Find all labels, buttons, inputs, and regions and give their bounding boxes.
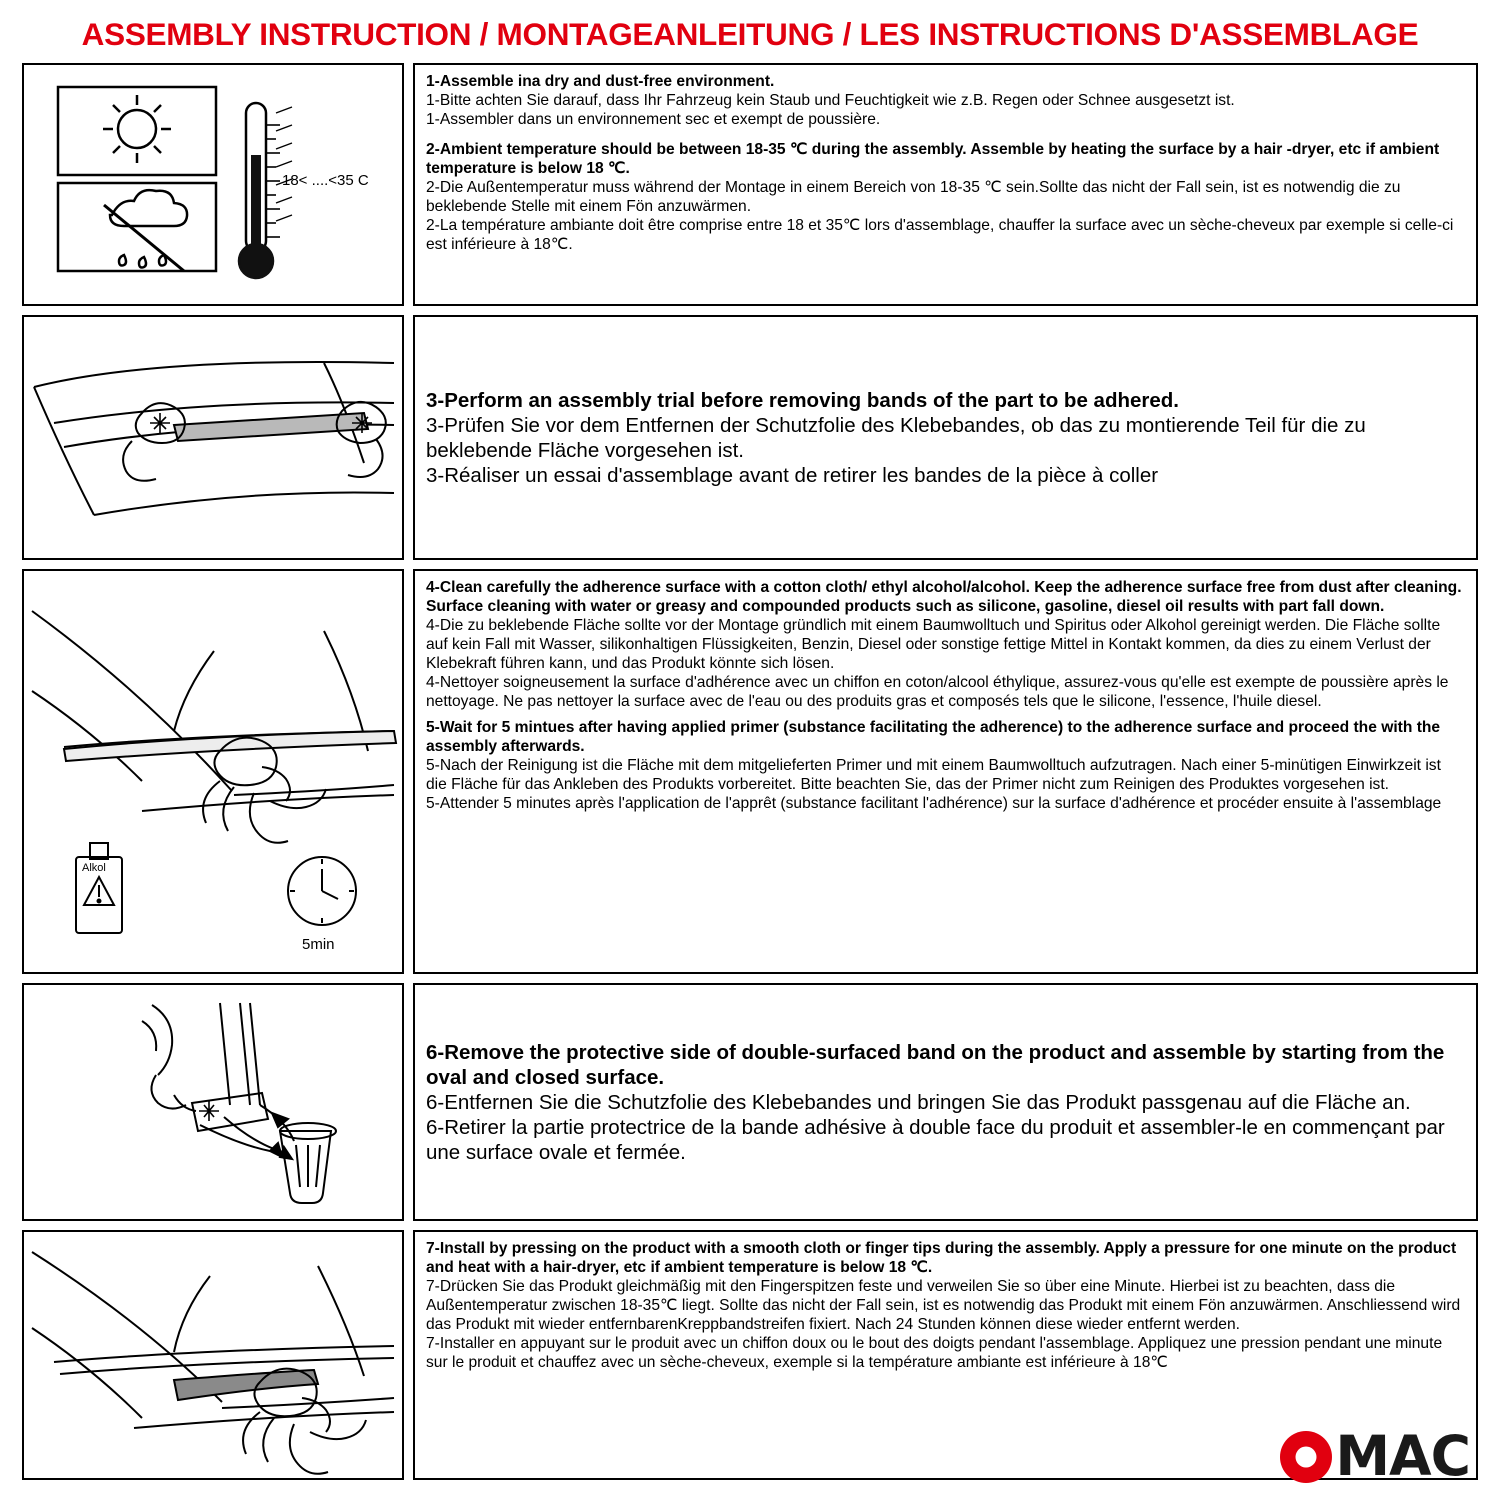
step-4-line-en: 4-Clean carefully the adherence surface with a cotton cloth/ ethyl alcohol/alcohol. Keep the adherence surface free from dust after cleaning. Surface cleaning with water or greasy and compounded products such as silicone, gasoline, diesel oil results with part fall down. [426,579,1462,616]
step-5-line-fr: 5-Attender 5 minutes après l'application de l'apprêt (substance facilitant l'adhérence) sur la surface d'adhérence et procéder ensuite à l'assemblage [426,795,1442,813]
step-2-line-de: 2-Die Außentemperatur muss während der Montage in einem Bereich von 18-35 ℃ sein.Sollte das nicht der Fall sein, ist es notwendig die zu beklebende Stelle mit einem Fön anzuwärmen. [426,179,1401,216]
step-3-line-de: 3-Prüfen Sie vor dem Entfernen der Schutzfolie des Klebebandes, ob das zu montierende Teil für die zu beklebende Fläche vorgesehen ist. [426,413,1366,462]
step-3-line-fr: 3-Réaliser un essai d'assemblage avant de retirer les bandes de la pièce à coller [426,463,1159,487]
illustration-assembly-trial [22,315,404,560]
step-7-line-en: 7-Install by pressing on the product with a smooth cloth or finger tips during the assembly. Apply a pressure for one minute on the product and heat with a hair-dryer, etc if ambient temperature is below 18 ℃. [426,1240,1457,1277]
step-4-line-fr: 4-Nettoyer soigneusement la surface d'adhérence avec un chiffon en coton/alcool éthylique, assurez-vous qu'elle est exempte de poussière après le nettoyage. Ne pas nettoyer la surface avec de l'eau ou des produits gras et composés tels que le silicone, l'essence, l'huile diesel. [426,674,1449,711]
step-row-2 [22,315,1478,560]
step-1-line-en: 1-Assemble ina dry and dust-free environment. [426,73,775,91]
illustration-remove-film [22,983,404,1221]
step-1-line-fr: 1-Assembler dans un environnement sec et exempt de poussière. [426,111,881,129]
step-1-2-text [413,63,1478,306]
svg-text:Alkol: Alkol [82,862,106,875]
step-1-line-de: 1-Bitte achten Sie darauf, dass Ihr Fahrzeug kein Staub und Feuchtigkeit wie z.B. Regen oder Schnee ausgesetzt ist. [426,92,1235,110]
illustration-press-product [22,1230,404,1480]
step-3-text [413,315,1478,560]
logo-o-mark [1280,1431,1332,1483]
svg-text:18< ....<35 C: 18< ....<35 C [282,172,369,190]
step-2-line-en: 2-Ambient temperature should be between 18-35 ℃ during the assembly. Assemble by heating the surface by a hair -dryer, etc if ambient temperature is below 18 ℃. [426,141,1440,178]
steps-list [22,63,1478,1480]
step-6-line-de: 6-Entfernen Sie die Schutzfolie des Klebebandes und bringen Sie das Produkt passgenau auf die Fläche an. [426,1090,1411,1114]
step-3-line-en: 3-Perform an assembly trial before removing bands of the part to be adhered. [426,388,1179,412]
omac-logo [1280,1424,1470,1488]
page-title: ASSEMBLY INSTRUCTION / MONTAGEANLEITUNG / LES INSTRUCTIONS D'ASSEMBLAGE [81,16,1419,52]
footer [22,1424,1478,1490]
illustration-clean-surface [22,569,404,974]
step-6-text [413,983,1478,1221]
step-5-line-en: 5-Wait for 5 mintues after having applied primer (substance facilitating the adherence) to the adherence surface and proceed the with the assembly afterwards. [426,719,1441,756]
step-row-5 [22,1230,1478,1480]
step-7-line-fr: 7-Installer en appuyant sur le produit avec un chiffon doux ou le bout des doigts pendant l'assemblage. Appliquez une pression pendant une minute sur le produit et chauffez avec un sèche-cheveux, exemple si la température ambiante est inférieure à 18℃ [426,1335,1443,1372]
step-row-4 [22,983,1478,1221]
step-2-line-fr: 2-La température ambiante doit être comprise entre 18 et 35℃ lors d'assemblage, chauffer la surface avec un sèche-cheveux par exemple si celle-ci est inférieure à 18℃. [426,217,1454,254]
logo-wordmark: MAC [1335,1424,1470,1488]
step-row-3 [22,569,1478,974]
step-4-5-text [413,569,1478,974]
step-5-line-de: 5-Nach der Reinigung ist die Fläche mit dem mitgelieferten Primer und mit einem Baumwolltuch aufzutragen. Nach einer 5-minütigen Einwirkzeit ist die Fläche für das Ankleben des Produkts vorbereitet. Bitte beachten Sie, das der Primer nicht zum Reinigen des Produktes vorgesehen ist. [426,757,1441,794]
step-6-line-en: 6-Remove the protective side of double-surfaced band on the product and assemble by starting from the oval and closed surface. [426,1040,1445,1089]
svg-text:5min: 5min [302,936,335,954]
step-row-1 [22,63,1478,306]
step-6-line-fr: 6-Retirer la partie protectrice de la bande adhésive à double face du produit et assembler-le en commençant par une surface ovale et fermée. [426,1115,1445,1164]
step-7-line-de: 7-Drücken Sie das Produkt gleichmäßig mit den Fingerspitzen feste und verweilen Sie so über eine Minute. Hierbei ist zu beachten, dass die Außentemperatur zwischen 18-35℃ liegt. Sollte das nicht der Fall sein, ist es notwendig das Produkt mit einem Fön anzuwärmen. Anschliessend wird das Produkt mit wieder entfernbarenKreppbandstreifen fixiert. Nach 24 Stunden können diese wieder entfernt werden. [426,1278,1461,1334]
illustration-sun-rain-thermometer [22,63,404,306]
step-4-line-de: 4-Die zu beklebende Fläche sollte vor der Montage gründlich mit einem Baumwolltuch und Spiritus oder Alkohol gereinigt werden. Die Fläche sollte auf kein Fall mit Wasser, silikonhaltigen Flüssigkeiten, Benzin, Diesel oder sonstige fettige Mittel in Kontakt kommen, da dies zu einem Verlust der Klebekraft führen kann, und das Produkt könnte sich lösen. [426,617,1441,673]
